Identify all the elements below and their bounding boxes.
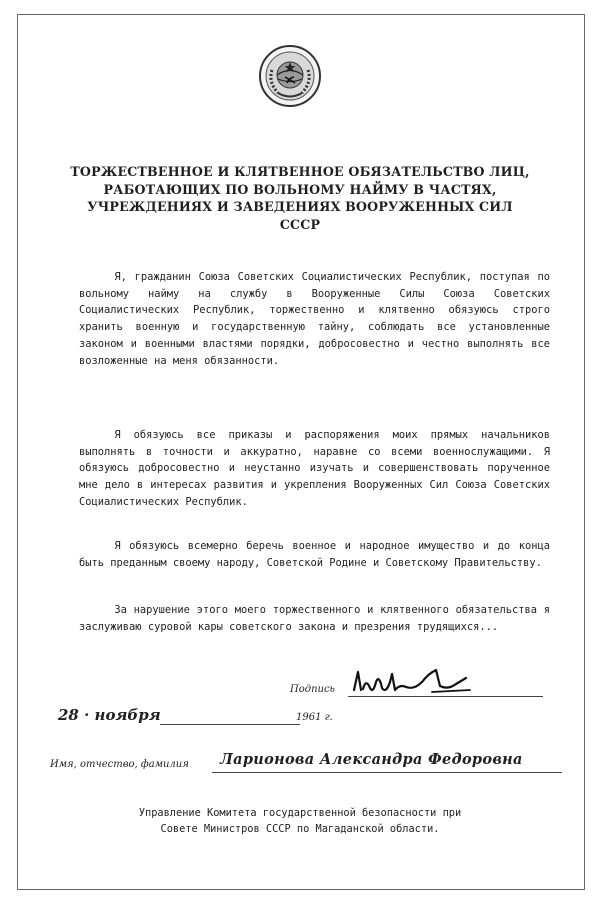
date-year: 1961 г. (296, 712, 333, 723)
title-line: УЧРЕЖДЕНИЯХ И ЗАВЕДЕНИЯХ ВООРУЖЕННЫХ СИЛ (87, 199, 513, 214)
oath-paragraph-4: За нарушение этого моего торжественного и клятвенного обязательства я заслуживаю суровой кары советского закона и презрения трудящихся... (79, 604, 550, 633)
handwritten-full-name: Ларионова Александра Федоровна (220, 751, 523, 768)
signature-label: Подпись (290, 684, 336, 695)
footer-line: Совете Министров СССР по Магаданской области. (160, 823, 440, 835)
full-name-label: Имя, отчество, фамилия (50, 759, 189, 770)
handwritten-signature (348, 660, 478, 700)
title-line: СССР (279, 216, 321, 232)
name-row (50, 751, 570, 777)
oath-paragraph-3: Я обязуюсь всемерно беречь военное и народное имущество и до конца быть преданным своему народу, Советской Родине и Советскому Правительству. (79, 540, 550, 569)
footer-line: Управление Комитета государственной безопасности при (138, 807, 462, 819)
name-line (212, 772, 562, 773)
document-title (40, 163, 560, 233)
issuing-authority (100, 805, 500, 837)
date-line (160, 724, 300, 725)
title-line: РАБОТАЮЩИХ ПО ВОЛЬНОМУ НАЙМУ В ЧАСТЯХ, (103, 181, 497, 197)
handwritten-date: 28 · ноября (58, 706, 161, 724)
ussr-emblem-icon (258, 44, 322, 108)
oath-paragraph-1: Я, гражданин Союза Советских Социалистических Республик, поступая по вольному найму на службу в Вооруженные Силы Союза Советских Социалистических Республик, торжественно и клятвенно обязуюсь строго хранить военную и государственную тайну, соблюдать все установленные законом и военными властями порядки, добросовестно и честно выполнять все возложенные на меня обязанности. (79, 271, 550, 367)
date-row (58, 706, 358, 730)
signature-row (290, 676, 560, 704)
oath-paragraph-2: Я обязуюсь все приказы и распоряжения моих прямых начальников выполнять в точности и аккуратно, наравне со всеми военнослужащими. Я обязуюсь добросовестно и неустанно изучать и совершенствовать порученное мне дело в интересах развития и укрепления Вооруженных Сил Союза Советских Социалистических Республик. (79, 429, 550, 508)
title-line: ТОРЖЕСТВЕННОЕ И КЛЯТВЕННОЕ ОБЯЗАТЕЛЬСТВО ЛИЦ, (70, 164, 530, 179)
